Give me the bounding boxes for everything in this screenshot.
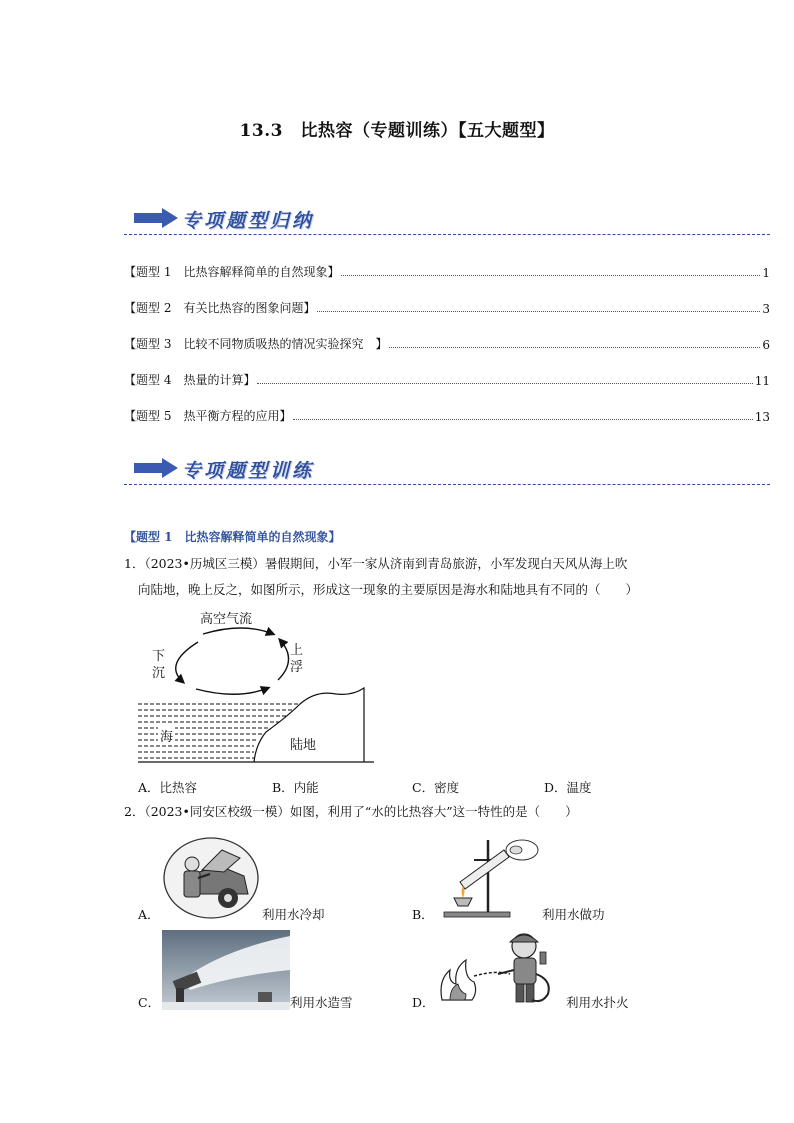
toc-item-title: 【题型 4 热量的计算】 bbox=[124, 373, 256, 387]
q2-option-d-image[interactable] bbox=[436, 930, 560, 1012]
toc-item-page: 11 bbox=[754, 374, 770, 388]
q2-option-c-letter[interactable]: C． bbox=[138, 995, 161, 1010]
toc-leader bbox=[341, 274, 760, 276]
question-1-line-1: 1．（2023•历城区三模）暑假期间，小军一家从济南到青岛旅游，小军发现白天风从海上吹 bbox=[124, 556, 628, 571]
q2-option-c-image[interactable] bbox=[162, 930, 290, 1014]
toc-item-page: 6 bbox=[762, 338, 770, 352]
sea-breeze-figure bbox=[138, 604, 378, 772]
toc-item-title: 【题型 5 热平衡方程的应用】 bbox=[124, 409, 292, 423]
q2-option-b-image[interactable] bbox=[436, 836, 546, 924]
label-sea: 海 bbox=[158, 726, 175, 745]
toc-item-title: 【题型 3 比较不同物质吸热的情况实验探究 】 bbox=[124, 337, 388, 351]
toc-item-page: 1 bbox=[762, 266, 770, 280]
test-tube-steam-icon bbox=[436, 836, 546, 920]
toc-item-title: 【题型 1 比热容解释简单的自然现象】 bbox=[124, 265, 340, 279]
sea-breeze-diagram-icon bbox=[138, 604, 378, 772]
question-type-heading: 【题型 1 比热容解释简单的自然现象】 bbox=[124, 530, 341, 544]
section-heading: 专项题型归纳 bbox=[182, 210, 315, 232]
q2-option-d-caption: 利用水扑火 bbox=[566, 995, 629, 1010]
option-d[interactable]: D．温度 bbox=[544, 780, 592, 795]
car-mechanic-icon bbox=[162, 836, 260, 920]
q2-option-c-caption: 利用水造雪 bbox=[290, 995, 353, 1010]
label-upper-air-flow: 高空气流 bbox=[200, 612, 253, 627]
toc-item-title: 【题型 2 有关比热容的图象问题】 bbox=[124, 301, 316, 315]
section-divider bbox=[124, 234, 770, 235]
q2-option-d-letter[interactable]: D． bbox=[412, 995, 435, 1010]
question-1-line-2: 向陆地，晚上反之，如图所示，形成这一现象的主要原因是海水和陆地具有不同的（ ） bbox=[138, 582, 639, 597]
label-sink: 下沉 bbox=[152, 649, 166, 681]
option-c[interactable]: C．密度 bbox=[412, 780, 460, 795]
section-header-training bbox=[124, 450, 770, 490]
arrow-right-icon bbox=[134, 208, 178, 228]
q2-option-a-image[interactable] bbox=[162, 836, 260, 924]
toc-item[interactable] bbox=[124, 296, 770, 316]
section-header-summary bbox=[124, 200, 770, 240]
label-rise: 上浮 bbox=[290, 643, 304, 675]
section-heading: 专项题型训练 bbox=[182, 460, 315, 482]
page-title: 13.3 比热容（专题训练）【五大题型】 bbox=[239, 121, 555, 141]
q2-option-a-caption: 利用水冷却 bbox=[262, 907, 325, 922]
toc-item[interactable] bbox=[124, 368, 770, 388]
question-2-text: 2．（2023•同安区校级一模）如图，利用了“水的比热容大”这一特性的是（ ） bbox=[124, 804, 578, 819]
q2-option-b-caption: 利用水做功 bbox=[542, 907, 605, 922]
toc-item[interactable] bbox=[124, 404, 770, 424]
label-land: 陆地 bbox=[290, 738, 317, 753]
toc-leader bbox=[293, 418, 752, 420]
q2-option-b-letter[interactable]: B． bbox=[412, 907, 434, 922]
toc-item-page: 3 bbox=[762, 302, 770, 316]
option-a[interactable]: A．比热容 bbox=[138, 780, 198, 795]
firefighter-icon bbox=[436, 930, 560, 1008]
toc-item[interactable] bbox=[124, 332, 770, 352]
toc-leader bbox=[257, 382, 752, 384]
toc-leader bbox=[389, 346, 760, 348]
q2-option-a-letter[interactable]: A． bbox=[138, 907, 160, 922]
toc-leader bbox=[317, 310, 760, 312]
toc-item-page: 13 bbox=[754, 410, 770, 424]
option-b[interactable]: B．内能 bbox=[272, 780, 319, 795]
arrow-right-icon bbox=[134, 458, 178, 478]
toc-item[interactable] bbox=[124, 260, 770, 280]
section-divider bbox=[124, 484, 770, 485]
snow-cannon-icon bbox=[162, 930, 290, 1010]
